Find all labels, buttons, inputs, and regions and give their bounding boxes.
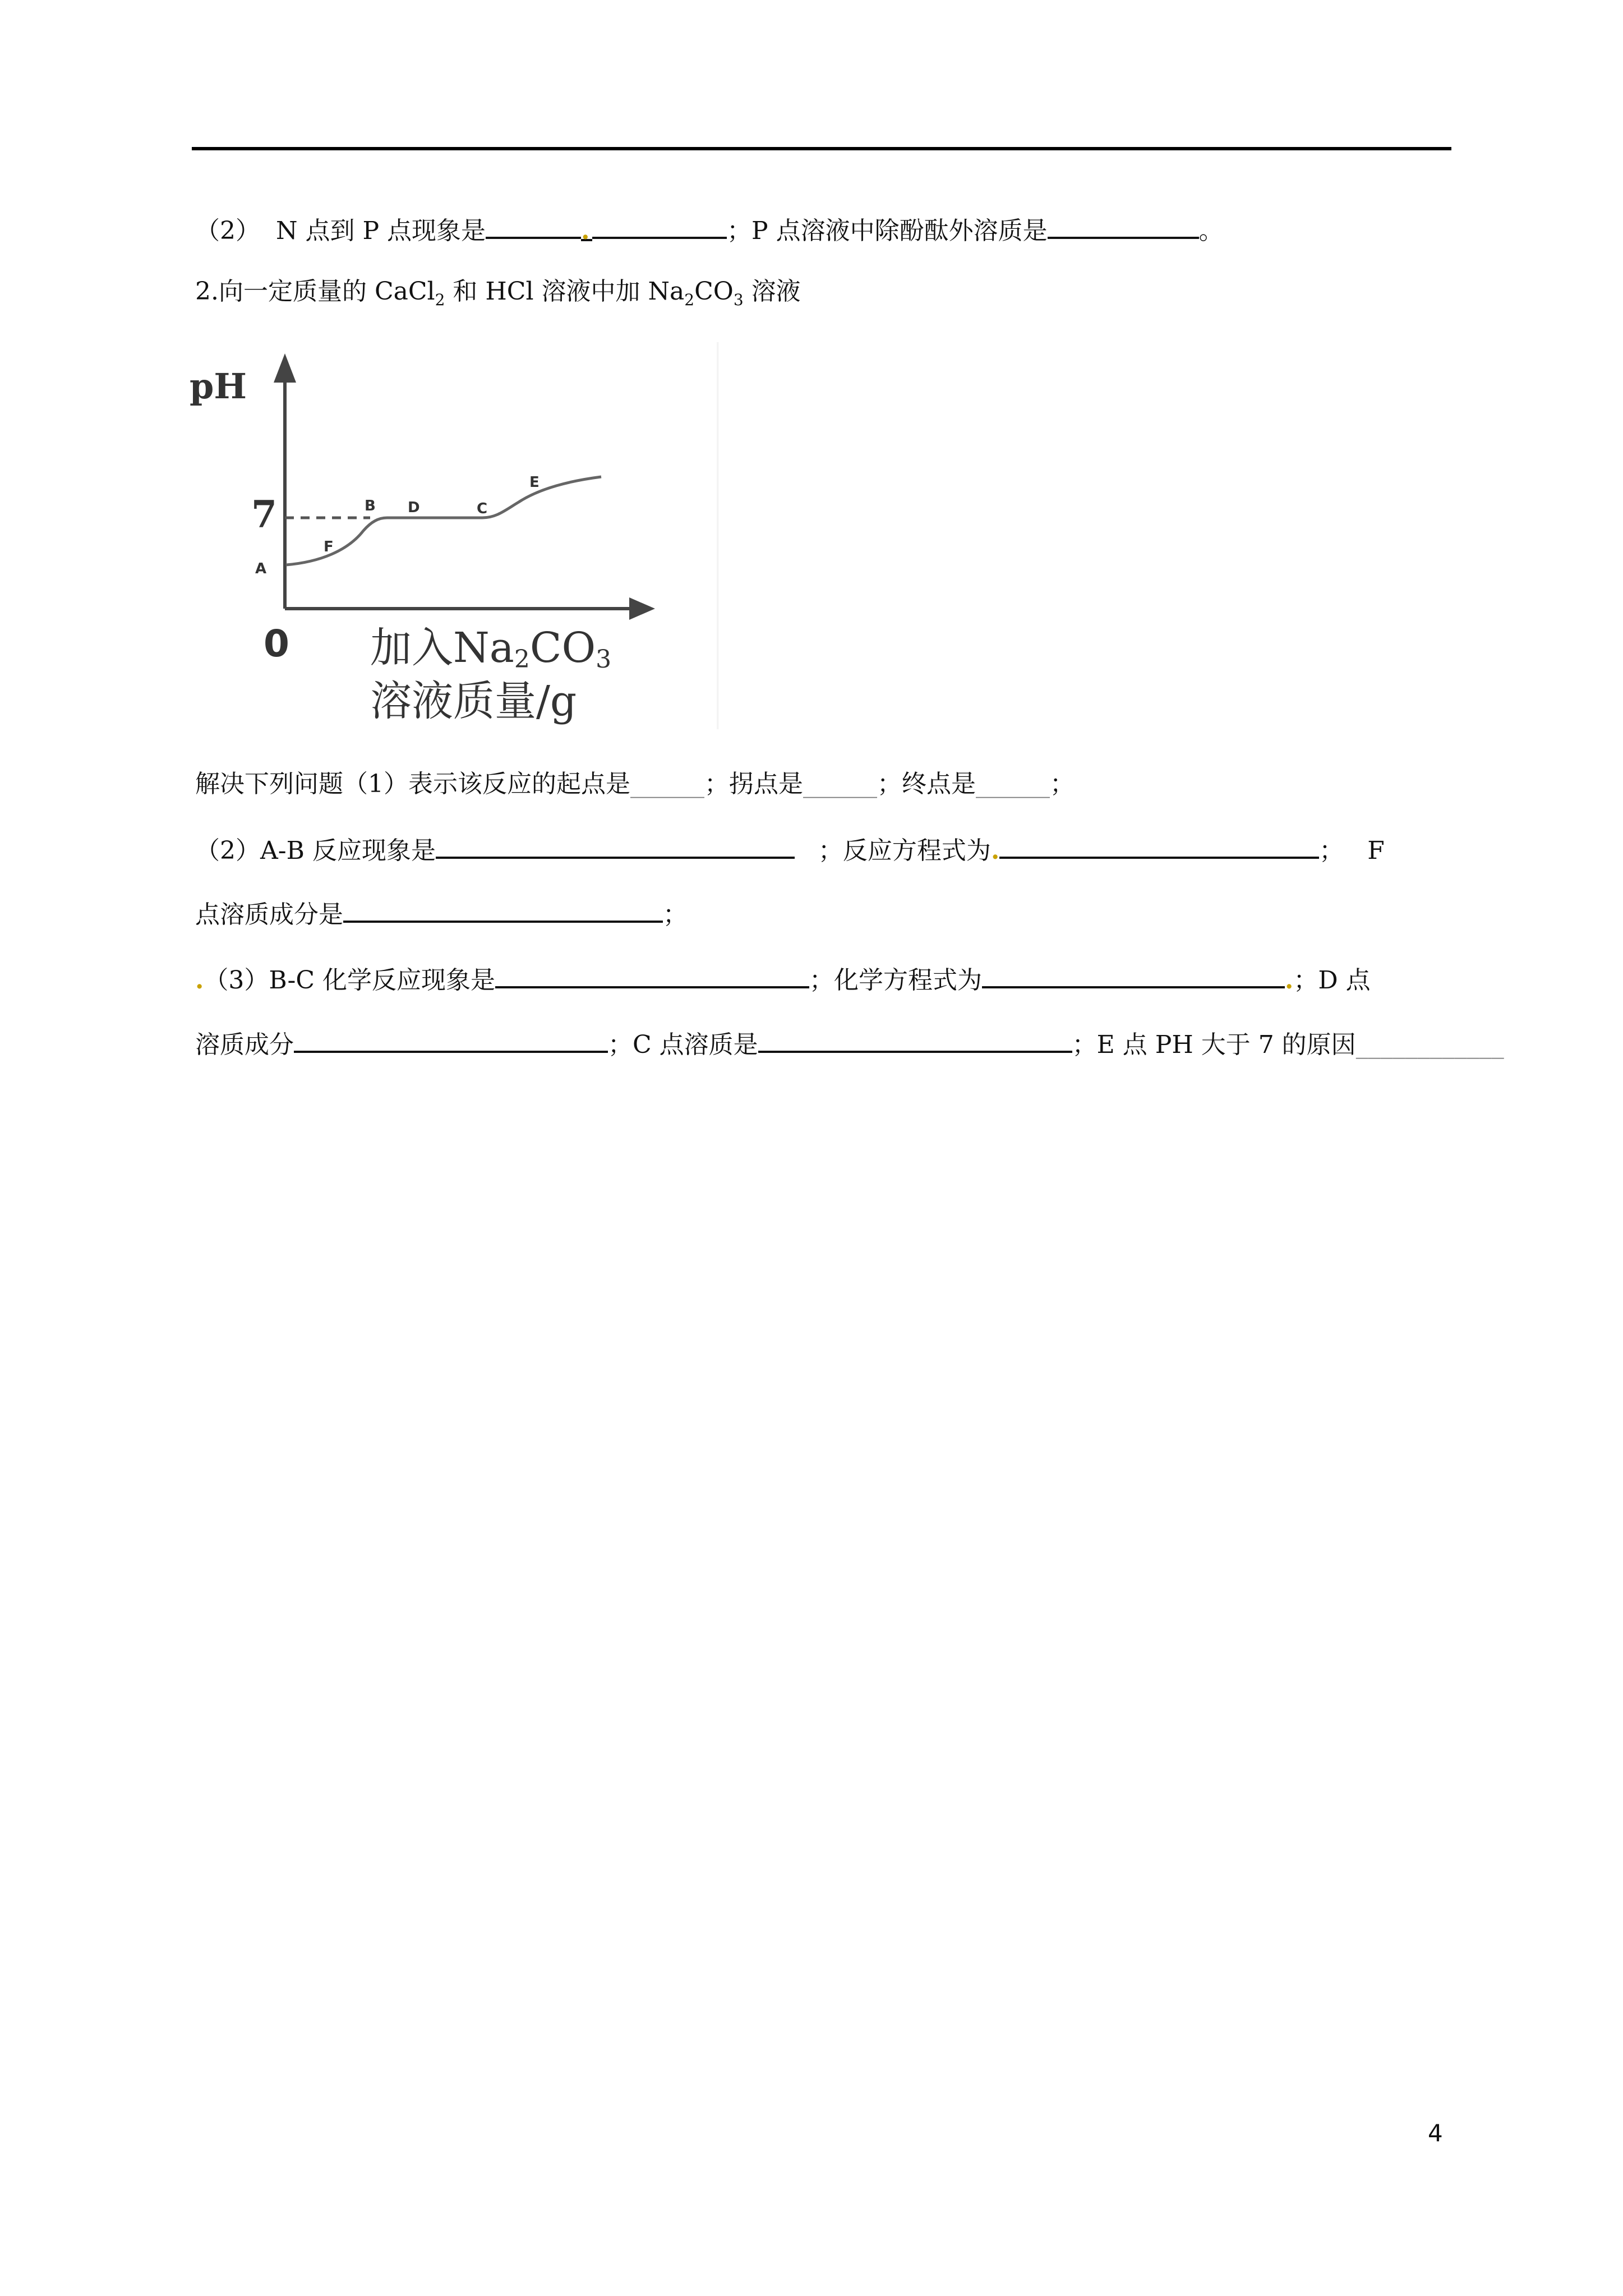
- question-f: [195, 896, 688, 932]
- question-text: 和 HCl 溶液中加 Na: [445, 277, 685, 306]
- x-axis-label-line1: [370, 624, 611, 674]
- question-text: CO: [694, 277, 734, 306]
- question-text: ；: [1319, 836, 1344, 865]
- x-axis-label-line2: 溶液质量/g: [370, 677, 577, 725]
- question-text: ；拐点是: [704, 770, 803, 798]
- answer-blank-d-solute[interactable]: [294, 1026, 608, 1053]
- answer-blank-start-point[interactable]: ______: [630, 770, 704, 798]
- point-label-e: E: [529, 474, 540, 491]
- x-axis-arrow: [629, 597, 655, 620]
- y-axis-label: pH: [190, 366, 247, 407]
- question-text: 溶质成分: [195, 1030, 294, 1059]
- question-text: ；化学方程式为: [809, 966, 982, 995]
- origin-label: 0: [264, 622, 289, 665]
- x-label-part: 加入Na: [370, 624, 514, 672]
- point-label-c: C: [477, 500, 488, 517]
- subscript: 2: [435, 290, 445, 309]
- question-text: ；P 点溶液中除酚酞外溶质是: [727, 217, 1048, 245]
- question-text: ；D 点: [1293, 966, 1371, 995]
- x-label-subscript: 3: [596, 645, 612, 674]
- question-ab: [195, 832, 1385, 868]
- answer-blank[interactable]: [486, 212, 581, 239]
- question-d: [195, 1026, 1504, 1062]
- point-label-b: B: [365, 498, 376, 514]
- question-text: ；反应方程式为: [818, 836, 991, 865]
- marker-dot: .: [1285, 966, 1294, 995]
- answer-blank[interactable]: [1048, 212, 1199, 239]
- y-axis-arrow: [274, 353, 296, 383]
- marker-dot: .: [581, 217, 590, 245]
- question-number: 2.: [195, 277, 219, 306]
- answer-blank[interactable]: [592, 212, 727, 239]
- page-number: 4: [1428, 2119, 1443, 2147]
- question-text: （2）A-B 反应现象是: [195, 836, 436, 865]
- question-text: （3）B-C 化学反应现象是: [204, 966, 495, 995]
- question-end: 。: [1198, 217, 1224, 245]
- answer-blank-c-solute[interactable]: [758, 1026, 1072, 1053]
- answer-blank-bc-equation[interactable]: [982, 961, 1285, 988]
- header-rule: [192, 147, 1451, 150]
- question-text: ；: [1050, 770, 1075, 798]
- ph-graph: [185, 342, 723, 735]
- subscript: 2: [684, 290, 695, 309]
- question-text: N 点到 P 点现象是: [275, 217, 486, 245]
- question-solve-1: [195, 767, 1075, 801]
- x-label-subscript: 2: [514, 645, 530, 674]
- answer-blank-ab-phenomenon[interactable]: [436, 832, 795, 859]
- answer-blank-f-solute[interactable]: [343, 896, 663, 923]
- question-text: 点溶质成分是: [195, 900, 343, 929]
- question-text: ；C 点溶质是: [608, 1030, 758, 1059]
- question-text: 溶液: [743, 277, 801, 306]
- question-text: ；终点是: [877, 770, 976, 798]
- answer-blank-ab-equation[interactable]: [999, 832, 1319, 859]
- point-label-a: A: [255, 560, 267, 577]
- question-text: ；E 点 PH 大于 7 的原因: [1072, 1030, 1356, 1059]
- answer-blank-dot: [581, 214, 592, 245]
- answer-blank-bc-phenomenon[interactable]: [495, 961, 809, 988]
- question-2-heading: [195, 275, 801, 317]
- x-label-part: CO: [529, 624, 596, 672]
- point-label-d: D: [408, 499, 420, 516]
- answer-blank-end-point[interactable]: ______: [976, 770, 1050, 798]
- question-text: 解决下列问题（1）表示该反应的起点是: [195, 770, 630, 798]
- answer-blank-turning-point[interactable]: ______: [803, 770, 877, 798]
- subscript: 3: [733, 290, 744, 309]
- image-edge: [715, 342, 718, 729]
- question-text: ；: [663, 900, 688, 929]
- marker-dot: .: [990, 836, 1000, 865]
- question-prev-2: [195, 212, 1224, 248]
- answer-blank-e-reason[interactable]: ____________: [1355, 1030, 1504, 1059]
- marker-dot: .: [195, 966, 204, 995]
- point-label-f: F: [324, 539, 334, 555]
- question-text: 向一定质量的 CaCl: [218, 277, 435, 306]
- question-text: F: [1367, 836, 1385, 865]
- question-bc: [195, 961, 1371, 997]
- question-prefix: （2）: [195, 217, 260, 245]
- tick-label-7: 7: [251, 493, 277, 536]
